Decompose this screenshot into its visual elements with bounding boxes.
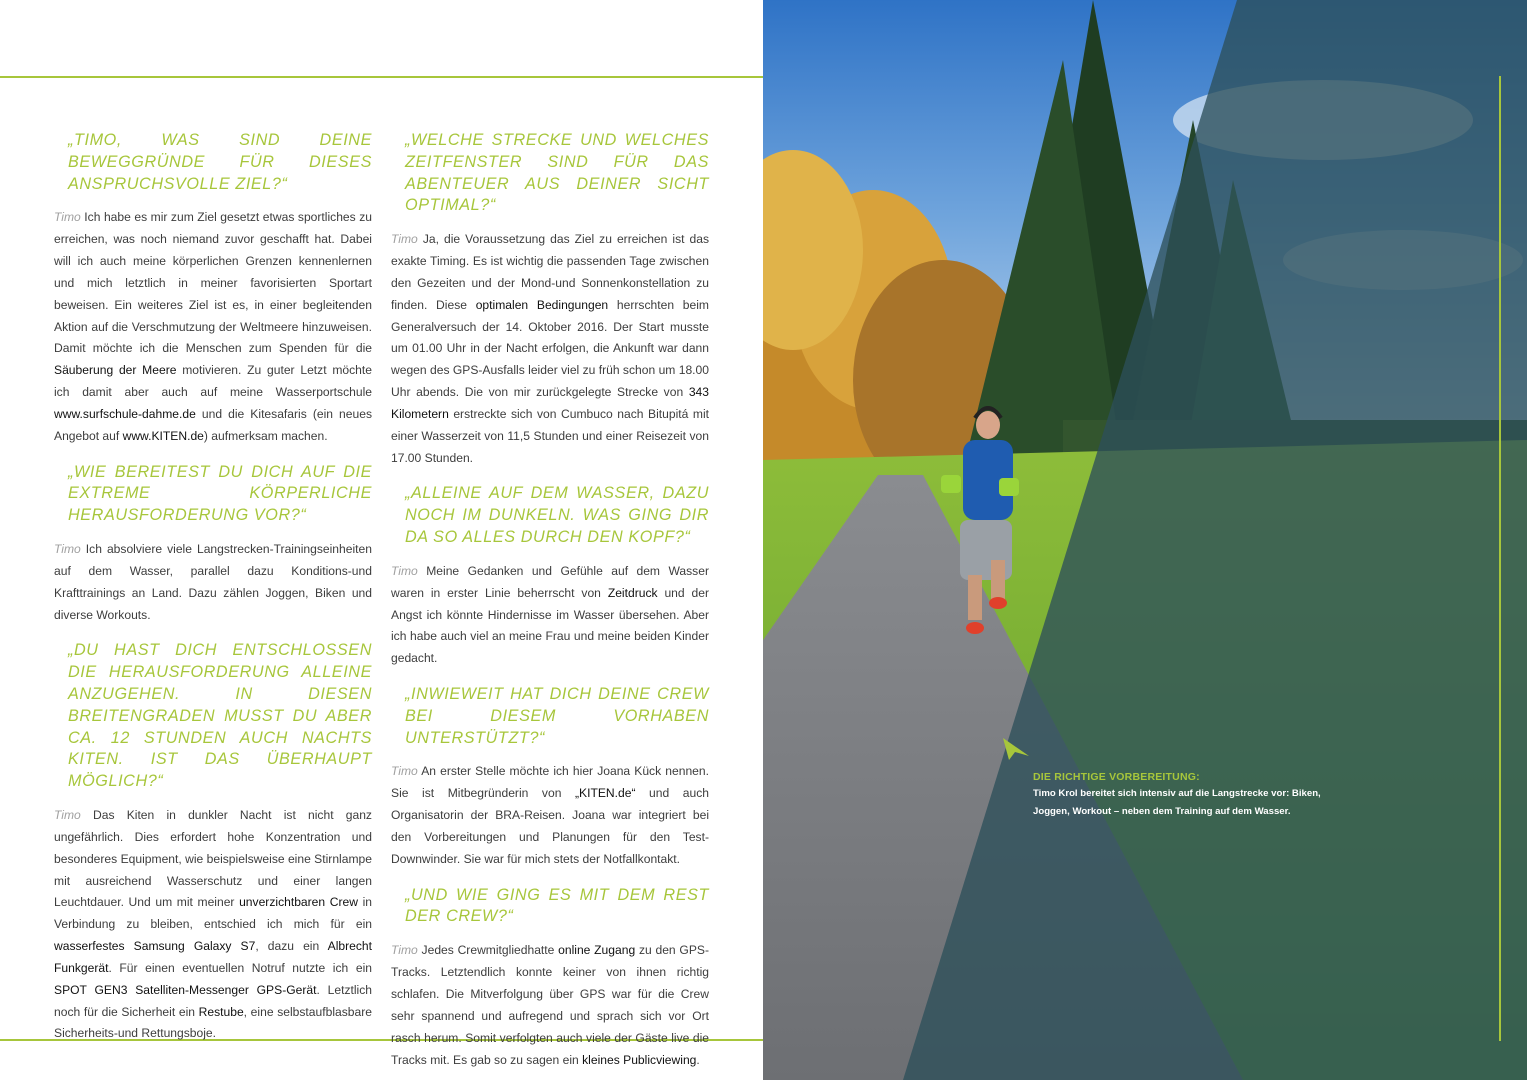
caption-text: Timo Krol bereitet sich intensiv auf die Langstrecke vor: Biken, Joggen, Workout – neben dem Training auf dem Wasser. <box>1033 788 1321 817</box>
speaker-label: Timo <box>391 764 418 779</box>
speaker-label: Timo <box>391 943 418 958</box>
speaker-label: Timo <box>391 232 418 247</box>
answer-text: Das Kiten in dunkler Nacht ist nicht ganz ungefährlich. Dies erfordert hohe Konzentration und besonderes Equipment, wie beispielsweise eine Stirnlampe mit ausreichend Wasserschutz und einer langen Leuchtdauer. Und um mit meiner <box>54 808 372 910</box>
answer-text: ) aufmerksam machen. <box>203 428 328 443</box>
highlight-text: „KITEN.de“ <box>574 786 636 801</box>
highlight-text: Restube <box>198 1004 244 1019</box>
answer-text: Ich habe es mir zum Ziel gesetzt etwas sportliches zu erreichen, was noch niemand zuvor geschafft hat. Dabei will ich auch meine körperlichen Grenzen kennenlernen und mich letztlich in meiner favorisierten Sportart beweisen. Ein weiteres Ziel ist es, in einer begleitenden Aktion auf die Verschmutzung der Weltmeere hinzuweisen. Damit möchte ich die Menschen zum Spenden für die <box>54 210 372 356</box>
answer-text: Ich absolviere viele Langstrecken-Trainingseinheiten auf dem Wasser, parallel dazu Konditions-und Krafttrainings an Land. Dazu zählen Joggen, Biken und diverse Workouts. <box>54 542 372 622</box>
answer-text: . Letztlich noch für die Sicherheit ein <box>54 982 372 1019</box>
answer-text: . <box>696 1052 700 1067</box>
highlight-text: optimalen Bedingungen <box>475 297 609 312</box>
highlight-text: unverzichtbaren Crew <box>239 895 358 910</box>
answer-text: , eine selbstaufblasbare Sicherheits-und Rettungsboje. <box>54 1004 372 1041</box>
interview-answer <box>391 940 709 1071</box>
right-rule <box>1499 76 1501 1041</box>
runner-photo <box>763 0 1527 1080</box>
interview-question: „DU HAST DICH ENTSCHLOSSEN DIE HERAUSFORDERUNG ALLEINE ANZUGEHEN. IN DIESEN BREITENGRADEN MUSST DU ABER CA. 12 STUNDEN AUCH NACHTS KITEN. IST DAS ÜBERHAUPT MÖGLICH?“ <box>68 641 372 791</box>
answer-text: in Verbindung zu bleiben, entschied ich mich für ein <box>54 895 372 932</box>
answer-text: zu den GPS-Tracks. Letztendlich konnte keiner von ihnen richtig schlafen. Die Mitverfolgung über GPS war für die Crew sehr spannend und aufregend und sprach sich vor Ort rasch herum. Somit verfolgten auch viele der Gäste live die Tracks mit. Es gab so zu sagen ein <box>391 943 709 1067</box>
answer-text: erstreckte sich von Cumbuco nach Bitupitá mit einer Wasserzeit von 11,5 Stunden und einer Reisezeit von 17.00 Stunden. <box>391 406 709 465</box>
interview-question: „WELCHE STRECKE UND WELCHES ZEITFENSTER SIND FÜR DAS ABENTEUER AUS DEINER SICHT OPTIMAL?“ <box>405 131 709 215</box>
highlight-text: kleines Publicviewing <box>582 1052 697 1067</box>
highlight-text: online Zugang <box>558 943 636 958</box>
highlight-text: www.KITEN.de <box>122 428 204 443</box>
interview-answer <box>391 761 709 870</box>
answer-text: und der Angst ich könnte Hindernisse im Wasser übersehen. Aber ich habe auch viel an meine Frau und meine beiden Kinder gedacht. <box>391 585 709 666</box>
highlight-text: Albrecht Funkgerät <box>54 939 372 975</box>
middle-text-column <box>391 130 709 1085</box>
answer-text: und auch Organisatorin der BRA-Reisen. Joana war integriert bei den Vorbereitungen und Planungen für den Test-Downwinder. Sie war für mich stets der Notfallkontakt. <box>391 786 709 866</box>
interview-question: „WIE BEREITEST DU DICH AUF DIE EXTREME KÖRPERLICHE HERAUSFORDERUNG VOR?“ <box>68 462 372 525</box>
interview-question: „UND WIE GING ES MIT DEM REST DER CREW?“ <box>405 885 709 926</box>
interview-answer <box>54 207 372 447</box>
speaker-label: Timo <box>54 542 81 557</box>
answer-text: motivieren. Zu guter Letzt möchte ich damit aber auch auf meine Wasserportschule <box>54 363 372 400</box>
answer-text: Jedes Crewmitgliedhatte <box>421 943 559 958</box>
speaker-label: Timo <box>54 210 81 225</box>
left-text-column <box>54 130 372 1059</box>
highlight-text: www.surfschule-dahme.de <box>54 406 196 421</box>
interview-answer <box>391 561 709 670</box>
highlight-text: SPOT GEN3 Satelliten-Messenger GPS-Gerät <box>54 982 317 997</box>
speaker-label: Timo <box>391 563 418 578</box>
answer-text: Ja, die Voraussetzung das Ziel zu erreichen ist das exakte Timing. Es ist wichtig die passenden Tage zwischen den Gezeiten und der Mond-und Sonnenkonstellation zu finden. Diese <box>391 232 709 312</box>
answer-text: . Für einen eventuellen Notruf nutzte ich ein <box>108 960 372 975</box>
interview-question: „INWIEWEIT HAT DICH DEINE CREW BEI DIESEM VORHABEN UNTERSTÜTZT?“ <box>405 685 709 747</box>
interview-answer <box>391 229 709 469</box>
caption-title: DIE RICHTIGE VORBEREITUNG: <box>1033 771 1200 783</box>
interview-question: „ALLEINE AUF DEM WASSER, DAZU NOCH IM DUNKELN. WAS GING DIR DA SO ALLES DURCH DEN KOPF?“ <box>405 484 709 547</box>
answer-text: An erster Stelle möchte ich hier Joana Kück nennen. Sie ist Mitbegründerin von <box>391 764 709 801</box>
photo-caption <box>1033 770 1333 820</box>
highlight-text: wasserfestes Samsung Galaxy S7 <box>54 939 256 954</box>
interview-answer <box>54 805 372 1045</box>
answer-text: Meine Gedanken und Gefühle auf dem Wasser waren in erster Linie beherrscht von <box>391 563 709 600</box>
highlight-text: Säuberung der Meere <box>54 363 177 378</box>
answer-text: und die Kitesafaris (ein neues Angebot auf <box>54 406 372 443</box>
interview-question: „TIMO, WAS SIND DEINE BEWEGGRÜNDE FÜR DIESES ANSPRUCHSVOLLE ZIEL?“ <box>68 131 372 193</box>
highlight-text: Zeitdruck <box>607 585 658 600</box>
highlight-text: 343 Kilometern <box>391 385 709 421</box>
caption-arrow-icon <box>1003 738 1029 760</box>
interview-answer <box>54 539 372 626</box>
speaker-label: Timo <box>54 808 81 823</box>
answer-text: herrschten beim Generalversuch der 14. Oktober 2016. Der Start musste um 01.00 Uhr in der Nacht erfolgen, die Ankunft war dann wegen des GPS-Ausfalls leider viel zu früh schon um 18.00 Uhr abends. Die von mir zurückgelegte Strecke von <box>391 297 709 400</box>
answer-text: , dazu ein <box>255 939 328 954</box>
